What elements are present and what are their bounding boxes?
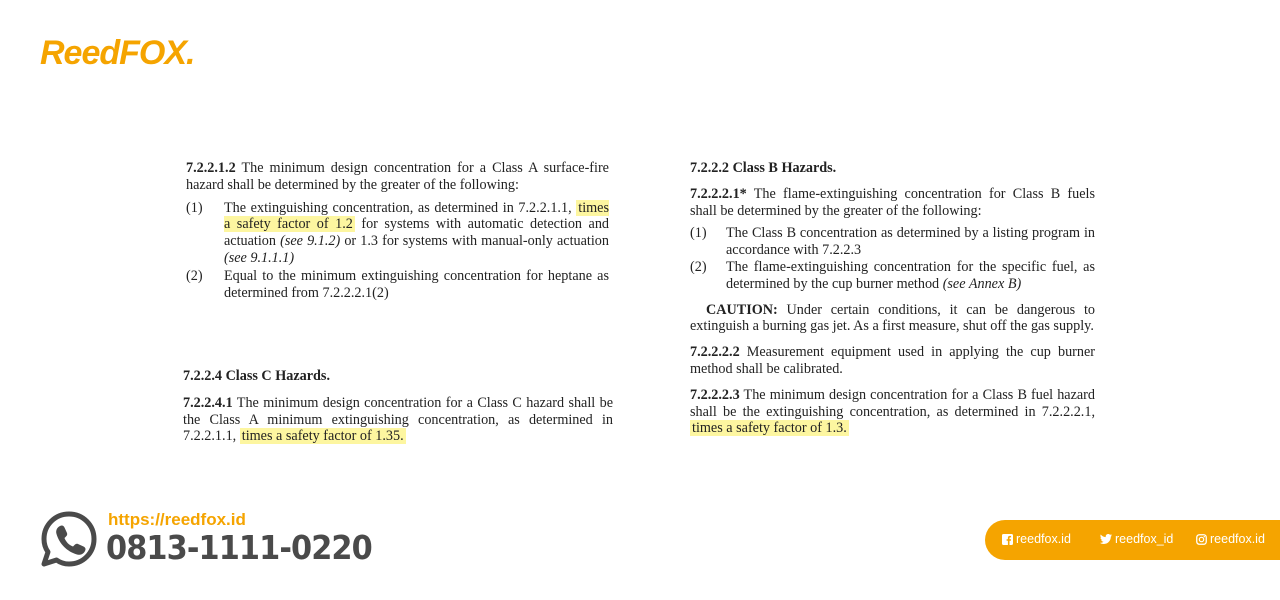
paragraph-heading: 7.2.2.2.3 bbox=[690, 386, 740, 403]
list-item bbox=[690, 225, 1095, 259]
paragraph-text: The minimum design concentration for a Class C hazard shall be the Class A minimum extinguishing concentration, as determined in 7.2.2.1.1, bbox=[183, 394, 613, 445]
caution-text: Under certain conditions, it can be dangerous to extinguish a burning gas jet. As a first measure, shut off the gas supply. bbox=[690, 301, 1095, 335]
left-column bbox=[186, 160, 609, 301]
reedfox-logo: ReedFOX. bbox=[40, 34, 195, 72]
reference: (see 9.1.2) bbox=[280, 233, 341, 250]
caution-note bbox=[690, 302, 1095, 336]
paragraph-7-2-2-2-3 bbox=[690, 387, 1095, 437]
list-text: Equal to the minimum extinguishing concentration for heptane as determined from 7.2.2.2.1(2) bbox=[224, 267, 609, 301]
list-text bbox=[224, 200, 609, 267]
social-twitter[interactable] bbox=[1100, 532, 1173, 546]
paragraph-7-2-2-4-1 bbox=[183, 395, 613, 445]
list-item bbox=[690, 259, 1095, 293]
list-number: (1) bbox=[690, 225, 707, 242]
facebook-handle: reedfox.id bbox=[1016, 532, 1071, 546]
reference: (see 9.1.1.1) bbox=[224, 249, 295, 266]
section-title-class-c: 7.2.2.4 Class C Hazards. bbox=[183, 368, 331, 384]
list-text-part: The extinguishing concentration, as determined in 7.2.2.1.1, bbox=[224, 199, 572, 216]
reference: (see Annex B) bbox=[942, 275, 1022, 292]
instagram-handle: reedfox.id bbox=[1210, 532, 1265, 546]
paragraph-heading: 7.2.2.4.1 bbox=[183, 394, 233, 411]
paragraph-heading: 7.2.2.1.2 bbox=[186, 160, 236, 176]
paragraph-text: The minimum design concentration for a Class A surface-fire hazard shall be determined by the greater of the following: bbox=[186, 160, 609, 193]
paragraph-7-2-2-1-2 bbox=[186, 160, 609, 194]
whatsapp-icon bbox=[40, 510, 98, 568]
list-item bbox=[186, 200, 609, 267]
paragraph-heading: 7.2.2.2.1* bbox=[690, 185, 747, 202]
paragraph-text: The flame-extinguishing concentration for Class B fuels shall be determined by the greater of the following: bbox=[690, 185, 1095, 219]
website-url[interactable]: https://reedfox.id bbox=[108, 510, 246, 529]
facebook-icon bbox=[1002, 534, 1013, 545]
list-text-part: The flame-extinguishing concentration for the specific fuel, as determined by the cup burner method bbox=[726, 258, 1095, 292]
paragraph-7-2-2-2-1 bbox=[690, 186, 1095, 220]
twitter-icon bbox=[1100, 534, 1112, 544]
social-instagram[interactable] bbox=[1196, 532, 1265, 546]
right-column bbox=[690, 160, 1095, 437]
paragraph-text: The minimum design concentration for a Class B fuel hazard shall be the extinguishing concentration, as determined in 7.2.2.2.1, bbox=[690, 386, 1096, 420]
section-title-class-b: 7.2.2.2 Class B Hazards. bbox=[690, 160, 837, 176]
highlight-safety-factor-1-3: times a safety factor of 1.3. bbox=[692, 420, 847, 437]
social-facebook[interactable] bbox=[1002, 532, 1071, 546]
list-number: (1) bbox=[186, 199, 203, 216]
list-text-part: for systems with automatic detection and actuation bbox=[224, 216, 610, 250]
highlight-safety-factor-1-35: times a safety factor of 1.35. bbox=[241, 428, 404, 445]
highlight-safety-factor-1-2: times a safety factor of 1.2 bbox=[224, 199, 609, 233]
list-text bbox=[726, 259, 1095, 293]
caution-label: CAUTION: bbox=[706, 301, 778, 318]
paragraph-text: Measurement equipment used in applying the cup burner method shall be calibrated. bbox=[690, 344, 1096, 377]
social-bar bbox=[985, 520, 1280, 560]
list-number: (2) bbox=[186, 267, 203, 284]
left-column-lower bbox=[183, 368, 613, 445]
twitter-handle: reedfox_id bbox=[1115, 532, 1174, 546]
phone-number: 0813-1111-0220 bbox=[106, 528, 372, 567]
list-text-part: or 1.3 for systems with manual-only actuation bbox=[344, 233, 609, 250]
paragraph-7-2-2-2-2 bbox=[690, 344, 1095, 378]
list-text: The Class B concentration as determined by a listing program in accordance with 7.2.2.3 bbox=[726, 225, 1095, 259]
list-item bbox=[186, 268, 609, 302]
instagram-icon bbox=[1196, 534, 1207, 545]
paragraph-heading: 7.2.2.2.2 bbox=[690, 344, 740, 361]
list-number: (2) bbox=[690, 258, 707, 275]
